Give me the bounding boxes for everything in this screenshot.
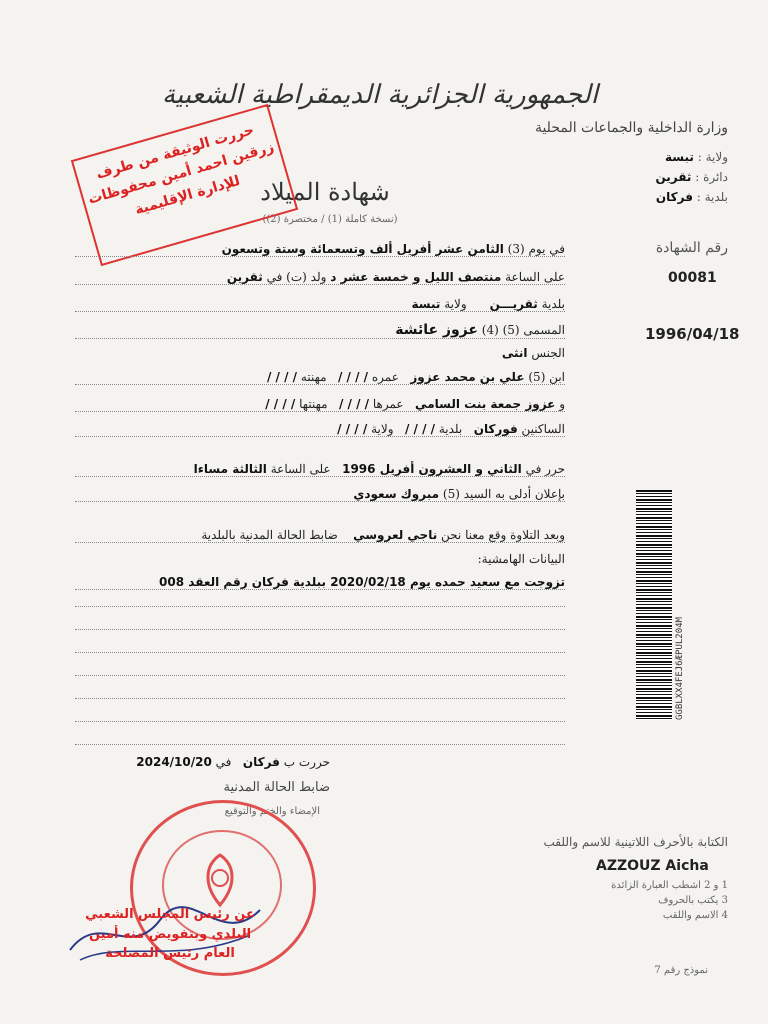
officer-row <box>75 528 565 543</box>
ministry-title: وزارة الداخلية والجماعات المحلية <box>534 120 728 136</box>
commune-label: بلدية <box>541 297 565 311</box>
read-label: وبعد التلاوة وقع معنا نحن <box>441 528 565 542</box>
time-row <box>75 270 565 285</box>
mother-profession-label: مهنتها <box>299 397 328 411</box>
officer-label: ضابط الحالة المدنية <box>223 780 330 795</box>
baladiya-value: فركان <box>655 190 693 204</box>
residence-value: فوركان <box>473 422 518 436</box>
born-label: ولد (ت) في <box>266 270 327 284</box>
blank-line <box>75 651 565 653</box>
drawn-time: الثالثة مساءا <box>193 462 267 476</box>
declared-row <box>75 487 565 502</box>
province-label: ولاية <box>444 297 467 311</box>
name-label: المسمى (5) (4) <box>481 323 565 337</box>
wilaya-label: ولاية <box>705 150 728 164</box>
signature-label: الإمضاء والختم والتوقيع <box>224 806 320 817</box>
issued-on-label: في <box>215 755 232 769</box>
commune-row <box>75 297 565 312</box>
drawn-row <box>75 462 565 477</box>
drawn-time-label: على الساعة <box>270 462 331 476</box>
declared-label: بإعلان أدلى به السيد (5) <box>442 487 565 501</box>
latin-name: AZZOUZ Aicha <box>596 858 709 874</box>
republic-title: الجمهورية الجزائرية الديمقراطية الشعبية <box>162 80 598 110</box>
officer-title: ضابط الحالة المدنية بالبلدية <box>201 528 338 542</box>
certification-stamp: حررت الوثيقة من طرف زرقين احمد أمين محفوظات للإدارة الإقليمية <box>71 104 298 266</box>
wilaya-row: ولاية : تبسة <box>665 150 728 164</box>
res-commune-label: بلدية <box>438 422 463 436</box>
officer-name: ناجي لعروسي <box>353 528 438 542</box>
residence-row <box>75 422 565 437</box>
blank-line <box>75 628 565 630</box>
mother-age: / / / / <box>338 397 370 411</box>
issued-label: حررت ب <box>283 755 330 769</box>
certificate-date: 1996/04/18 <box>645 325 740 343</box>
barcode-text: GGBLXX4FEJ6ÆPUL204M <box>675 617 685 720</box>
day-row <box>75 242 565 257</box>
mother-label: و <box>559 397 565 411</box>
latin-label: الكتابة بالأحرف اللاتينية للاسم واللقب <box>543 835 728 849</box>
wilaya-value: تبسة <box>665 150 694 164</box>
certificate-subtitle: (نسخة كاملة (1) / مختصرة (2)) <box>262 214 398 225</box>
marginal-note: تزوجت مع سعيد حمده يوم 2020/02/18 ببلدية فركان رقم العقد 008 <box>75 575 565 590</box>
marginal-label: البيانات الهامشية: <box>477 552 565 566</box>
certificate-number: 00081 <box>668 270 717 286</box>
son-of-label: ابن (5) <box>528 370 565 384</box>
res-commune-value: / / / / <box>404 422 436 436</box>
sex-value: انثى <box>501 346 528 360</box>
drawn-date: الثاني و العشرون أفريل 1996 <box>342 462 522 476</box>
blank-line <box>75 743 565 745</box>
father-profession-label: مهنته <box>300 370 327 384</box>
baladiya-row: بلدية : فركان <box>655 190 728 204</box>
blank-line <box>75 605 565 607</box>
father-age: / / / / <box>337 370 369 384</box>
daira-row: دائرة : ثقرين <box>655 170 728 184</box>
daira-value: ثقرين <box>655 170 692 184</box>
issued-date: 2024/10/20 <box>136 755 212 769</box>
sex-row <box>75 346 565 360</box>
blank-line <box>75 720 565 722</box>
time-label: على الساعة <box>505 270 565 284</box>
res-province-label: ولاية <box>371 422 394 436</box>
name-value: عزوز عائشة <box>395 322 478 338</box>
mother-row <box>75 397 565 412</box>
note-3: 4 الاسم واللقب <box>662 910 728 921</box>
father-profession: / / / / <box>266 370 298 384</box>
signature-stamp: عن رئيس المجلس الشعبي البلدي وبتفويض منه أمين العام رئيس المصلحة <box>85 907 255 961</box>
father-row <box>75 370 565 385</box>
province-value: تبسة <box>411 297 441 311</box>
father-name: علي بن محمد عزوز <box>410 370 525 384</box>
commune-value: ثقريـــن <box>489 297 538 311</box>
blank-line <box>75 697 565 699</box>
note-1: 1 و 2 اشطب العبارة الزائدة <box>611 880 728 891</box>
certificate-title: شهادة الميلاد <box>260 178 390 206</box>
residence-label: الساكنين <box>521 422 565 436</box>
page-mark: نموذج رقم 7 <box>654 965 708 976</box>
res-province-value: / / / / <box>337 422 368 436</box>
father-age-label: عمره <box>371 370 399 384</box>
blank-line <box>75 674 565 676</box>
baladiya-label: بلدية <box>704 190 728 204</box>
born-place: ثقرين <box>226 270 263 284</box>
time-value: منتصف الليل و خمسة عشر د <box>330 270 502 284</box>
day-label: في يوم (3) <box>507 242 565 256</box>
number-label: رقم الشهادة <box>655 240 728 256</box>
declarant-name: مبروك سعودي <box>353 487 440 501</box>
mother-profession: / / / / <box>265 397 296 411</box>
drawn-label: حرر في <box>525 462 565 476</box>
mother-name: عزوز جمعة بنت السامي <box>415 397 556 411</box>
issued-place: فركان <box>242 755 280 769</box>
issued-row <box>110 755 330 769</box>
mother-age-label: عمرها <box>372 397 404 411</box>
sex-label: الجنس <box>531 346 565 360</box>
day-value: الثامن عشر أفريل ألف وتسعمائة وستة وتسعون <box>221 242 504 256</box>
daira-label: دائرة <box>703 170 728 184</box>
barcode <box>636 490 672 720</box>
note-2: 3 يكتب بالحروف <box>658 895 728 906</box>
name-row <box>75 322 565 339</box>
